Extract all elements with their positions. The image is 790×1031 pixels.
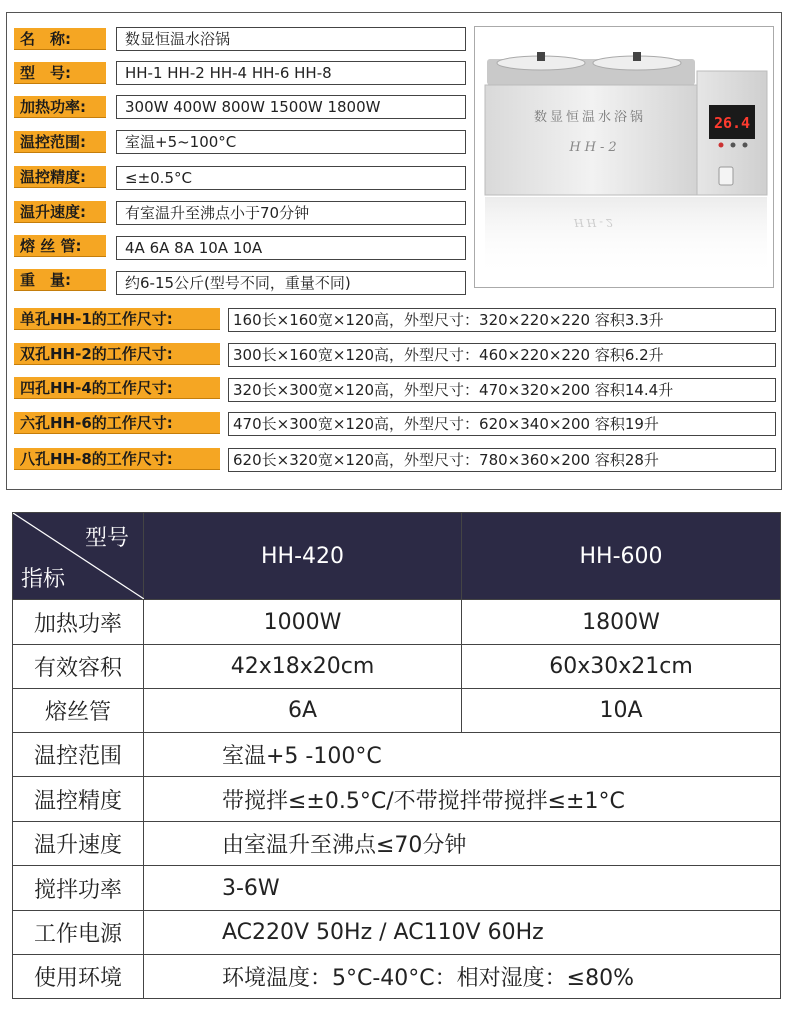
cell-fuse-a: 6A [144,689,462,733]
size-value-hh8: 620长×320宽×120高，外型尺寸：780×360×200 容积28升 [228,448,776,472]
spec-value-heatup: 有室温升至沸点小于70分钟 [116,201,466,225]
spec-label-name: 名 称: [14,28,106,50]
row-label-fuse: 熔丝管 [13,689,144,733]
size-label-hh6: 六孔HH-6的工作尺寸: [14,412,220,434]
table-row [13,733,781,777]
row-label-range: 温控范围 [13,733,144,777]
size-label-hh4: 四孔HH-4的工作尺寸: [14,377,220,399]
knob-right [633,52,641,61]
water-bath-illustration [475,27,773,287]
spec-label-heatup: 温升速度: [14,201,106,223]
spec-value-fuse: 4A 6A 8A 10A 10A [116,236,466,260]
size-value-hh6: 470长×300宽×120高，外型尺寸：620×340×200 容积19升 [228,412,776,436]
row-label-volume: 有效容积 [13,645,144,689]
reflection [485,197,767,277]
table-row [13,777,781,822]
cell-volume-b: 60x30x21cm [462,645,781,689]
table-row [13,911,781,955]
row-label-power: 加热功率 [13,600,144,645]
row-label-supply: 工作电源 [13,911,144,955]
cell-range: 室温+5 -100°C [144,733,781,777]
row-label-environment: 使用环境 [13,955,144,999]
spec-value-weight: 约6-15公斤(型号不同，重量不同) [116,271,466,295]
size-label-hh8: 八孔HH-8的工作尺寸: [14,448,220,470]
table-row [13,600,781,645]
power-switch [719,167,733,185]
table-header-row [13,513,781,600]
spec-value-name: 数显恒温水浴锅 [116,27,466,51]
size-label-hh1: 单孔HH-1的工作尺寸: [14,308,220,330]
row-label-stirring: 搅拌功率 [13,866,144,911]
spec-value-power: 300W 400W 800W 1500W 1800W [116,95,466,119]
table-row [13,955,781,999]
knob-left [537,52,545,61]
cell-accuracy: 带搅拌≤±0.5°C/不带搅拌带搅拌≤±1°C [144,777,781,822]
header-model-label: 型号 [84,526,129,551]
cell-power-a: 1000W [144,600,462,645]
header-model-a: HH-420 [144,513,462,600]
display-reading: 26.4 [713,114,751,132]
table-row [13,689,781,733]
cell-fuse-b: 10A [462,689,781,733]
cell-volume-a: 42x18x20cm [144,645,462,689]
spec-label-power: 加热功率: [14,96,106,118]
spec-label-accuracy: 温控精度: [14,166,106,188]
table-row [13,822,781,866]
spec-label-weight: 重 量: [14,269,106,291]
reflection-label: HH-2 [574,216,616,229]
cell-stirring: 3-6W [144,866,781,911]
model-label: HH-2 [569,140,621,155]
table-row [13,645,781,689]
size-label-hh2: 双孔HH-2的工作尺寸: [14,343,220,365]
button-adjust-icon [743,143,748,148]
device-label: 数显恒温水浴锅 [533,110,647,125]
comparison-table [12,512,781,999]
size-value-hh1: 160长×160宽×120高，外型尺寸：320×220×220 容积3.3升 [228,308,776,332]
cell-supply: AC220V 50Hz / AC110V 60Hz [144,911,781,955]
header-indicator-label: 指标 [21,567,66,592]
header-corner-cell [13,513,144,600]
size-value-hh2: 300长×160宽×120高，外型尺寸：460×220×220 容积6.2升 [228,343,776,367]
row-label-heatup: 温升速度 [13,822,144,866]
spec-label-range: 温控范围: [14,131,106,153]
spec-label-model: 型 号: [14,62,106,84]
product-photo [474,26,774,288]
size-value-hh4: 320长×300宽×120高，外型尺寸：470×320×200 容积14.4升 [228,378,776,402]
cell-power-b: 1800W [462,600,781,645]
indicator-led [719,143,724,148]
cell-environment: 环境温度：5°C-40°C：相对湿度：≤80% [144,955,781,999]
spec-value-model: HH-1 HH-2 HH-4 HH-6 HH-8 [116,61,466,85]
spec-label-fuse: 熔 丝 管: [14,235,106,257]
spec-value-range: 室温+5~100°C [116,130,466,154]
row-label-accuracy: 温控精度 [13,777,144,822]
table-row [13,866,781,911]
button-set-icon [731,143,736,148]
header-model-b: HH-600 [462,513,781,600]
spec-value-accuracy: ≤±0.5°C [116,166,466,190]
cell-heatup: 由室温升至沸点≤70分钟 [144,822,781,866]
